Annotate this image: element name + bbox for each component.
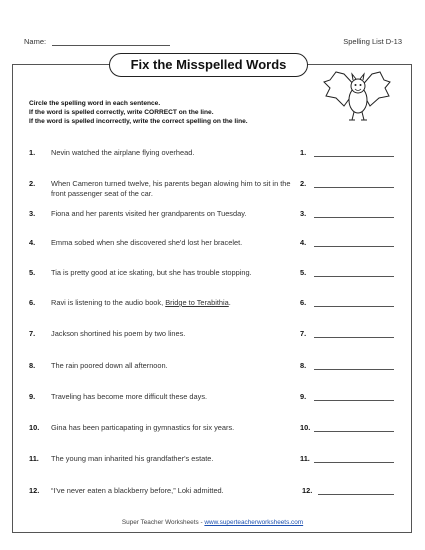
item-number: 8. (29, 361, 36, 370)
answer-line[interactable] (314, 298, 394, 307)
answer-number: 1. (300, 148, 307, 157)
sentence: Fiona and her parents visited her grandparents on Tuesday. (51, 209, 247, 218)
item-number: 5. (29, 268, 36, 277)
item-number: 12. (29, 486, 40, 495)
answer-line[interactable] (318, 486, 394, 495)
answer-line[interactable] (314, 361, 394, 370)
sentence (51, 298, 296, 308)
answer-number: 10. (300, 423, 311, 432)
sentence-text: Ravi is listening to the audio book, (51, 298, 166, 307)
item-number: 7. (29, 329, 36, 338)
instruction-line: If the word is spelled correctly, write CORRECT on the line. (29, 109, 214, 116)
item-number: 11. (29, 454, 39, 463)
answer-line[interactable] (314, 268, 394, 277)
page-title: Fix the Misspelled Words (109, 53, 308, 77)
item-number: 9. (29, 392, 36, 401)
answer-number: 2. (300, 179, 307, 188)
answer-number: 6. (300, 298, 307, 307)
answer-number: 3. (300, 209, 307, 218)
answer-number: 9. (300, 392, 307, 401)
answer-line[interactable] (314, 209, 394, 218)
answer-line[interactable] (314, 454, 394, 463)
sentence: Gina has been particapating in gymnastics for six years. (51, 423, 235, 432)
instruction-line: If the word is spelled incorrectly, write the correct spelling on the line. (29, 118, 248, 125)
name-line (52, 38, 170, 46)
sentence: Jackson shortined his poem by two lines. (51, 329, 186, 338)
sentence: Emma sobed when she discovered she'd lost her bracelet. (51, 238, 243, 247)
item-number: 1. (29, 148, 36, 157)
item-number: 4. (29, 238, 36, 247)
sentence: Tia is pretty good at ice skating, but she has trouble stopping. (51, 268, 252, 277)
spelling-list-label: Spelling List D-13 (343, 37, 402, 46)
sentence: The rain poored down all afternoon. (51, 361, 168, 370)
sentence: When Cameron turned twelve, his parents began alowing him to sit in the front passenger seat of the car. (51, 179, 291, 198)
item-number: 2. (29, 179, 36, 188)
name-field (24, 37, 170, 46)
answer-line[interactable] (314, 392, 394, 401)
sentence: The young man inharited his grandfather's estate. (51, 454, 214, 463)
answer-number: 8. (300, 361, 307, 370)
footer-brand: Super Teacher Worksheets (121, 519, 199, 526)
answer-number: 12. (302, 486, 313, 495)
answer-number: 5. (300, 268, 307, 277)
footer-link[interactable]: www.superteacherworksheets.com (204, 519, 304, 526)
item-number: 10. (29, 423, 40, 432)
answer-line[interactable] (314, 423, 394, 432)
instructions (29, 99, 248, 126)
answer-number: 7. (300, 329, 307, 338)
answer-number: 4. (300, 238, 307, 247)
instruction-line: Circle the spelling word in each sentence. (29, 100, 161, 107)
name-label: Name: (24, 37, 47, 46)
sentence: Nevin watched the airplane flying overhead. (51, 148, 195, 157)
answer-line[interactable] (314, 179, 394, 188)
bat-cartoon-icon (322, 66, 392, 128)
sentence: Traveling has become more difficult these days. (51, 392, 208, 401)
answer-line[interactable] (314, 148, 394, 157)
item-number: 6. (29, 298, 36, 307)
item-number: 3. (29, 209, 36, 218)
footer-separator: - (198, 519, 205, 526)
answer-line[interactable] (314, 329, 394, 338)
answer-line[interactable] (314, 238, 394, 247)
sentence-text: . (228, 298, 231, 307)
answer-number: 11. (300, 454, 310, 463)
footer (0, 519, 425, 526)
book-title: Bridge to Terabithia (165, 298, 229, 307)
sentence: “I've never eaten a blackberry before,” Loki admitted. (51, 486, 224, 495)
